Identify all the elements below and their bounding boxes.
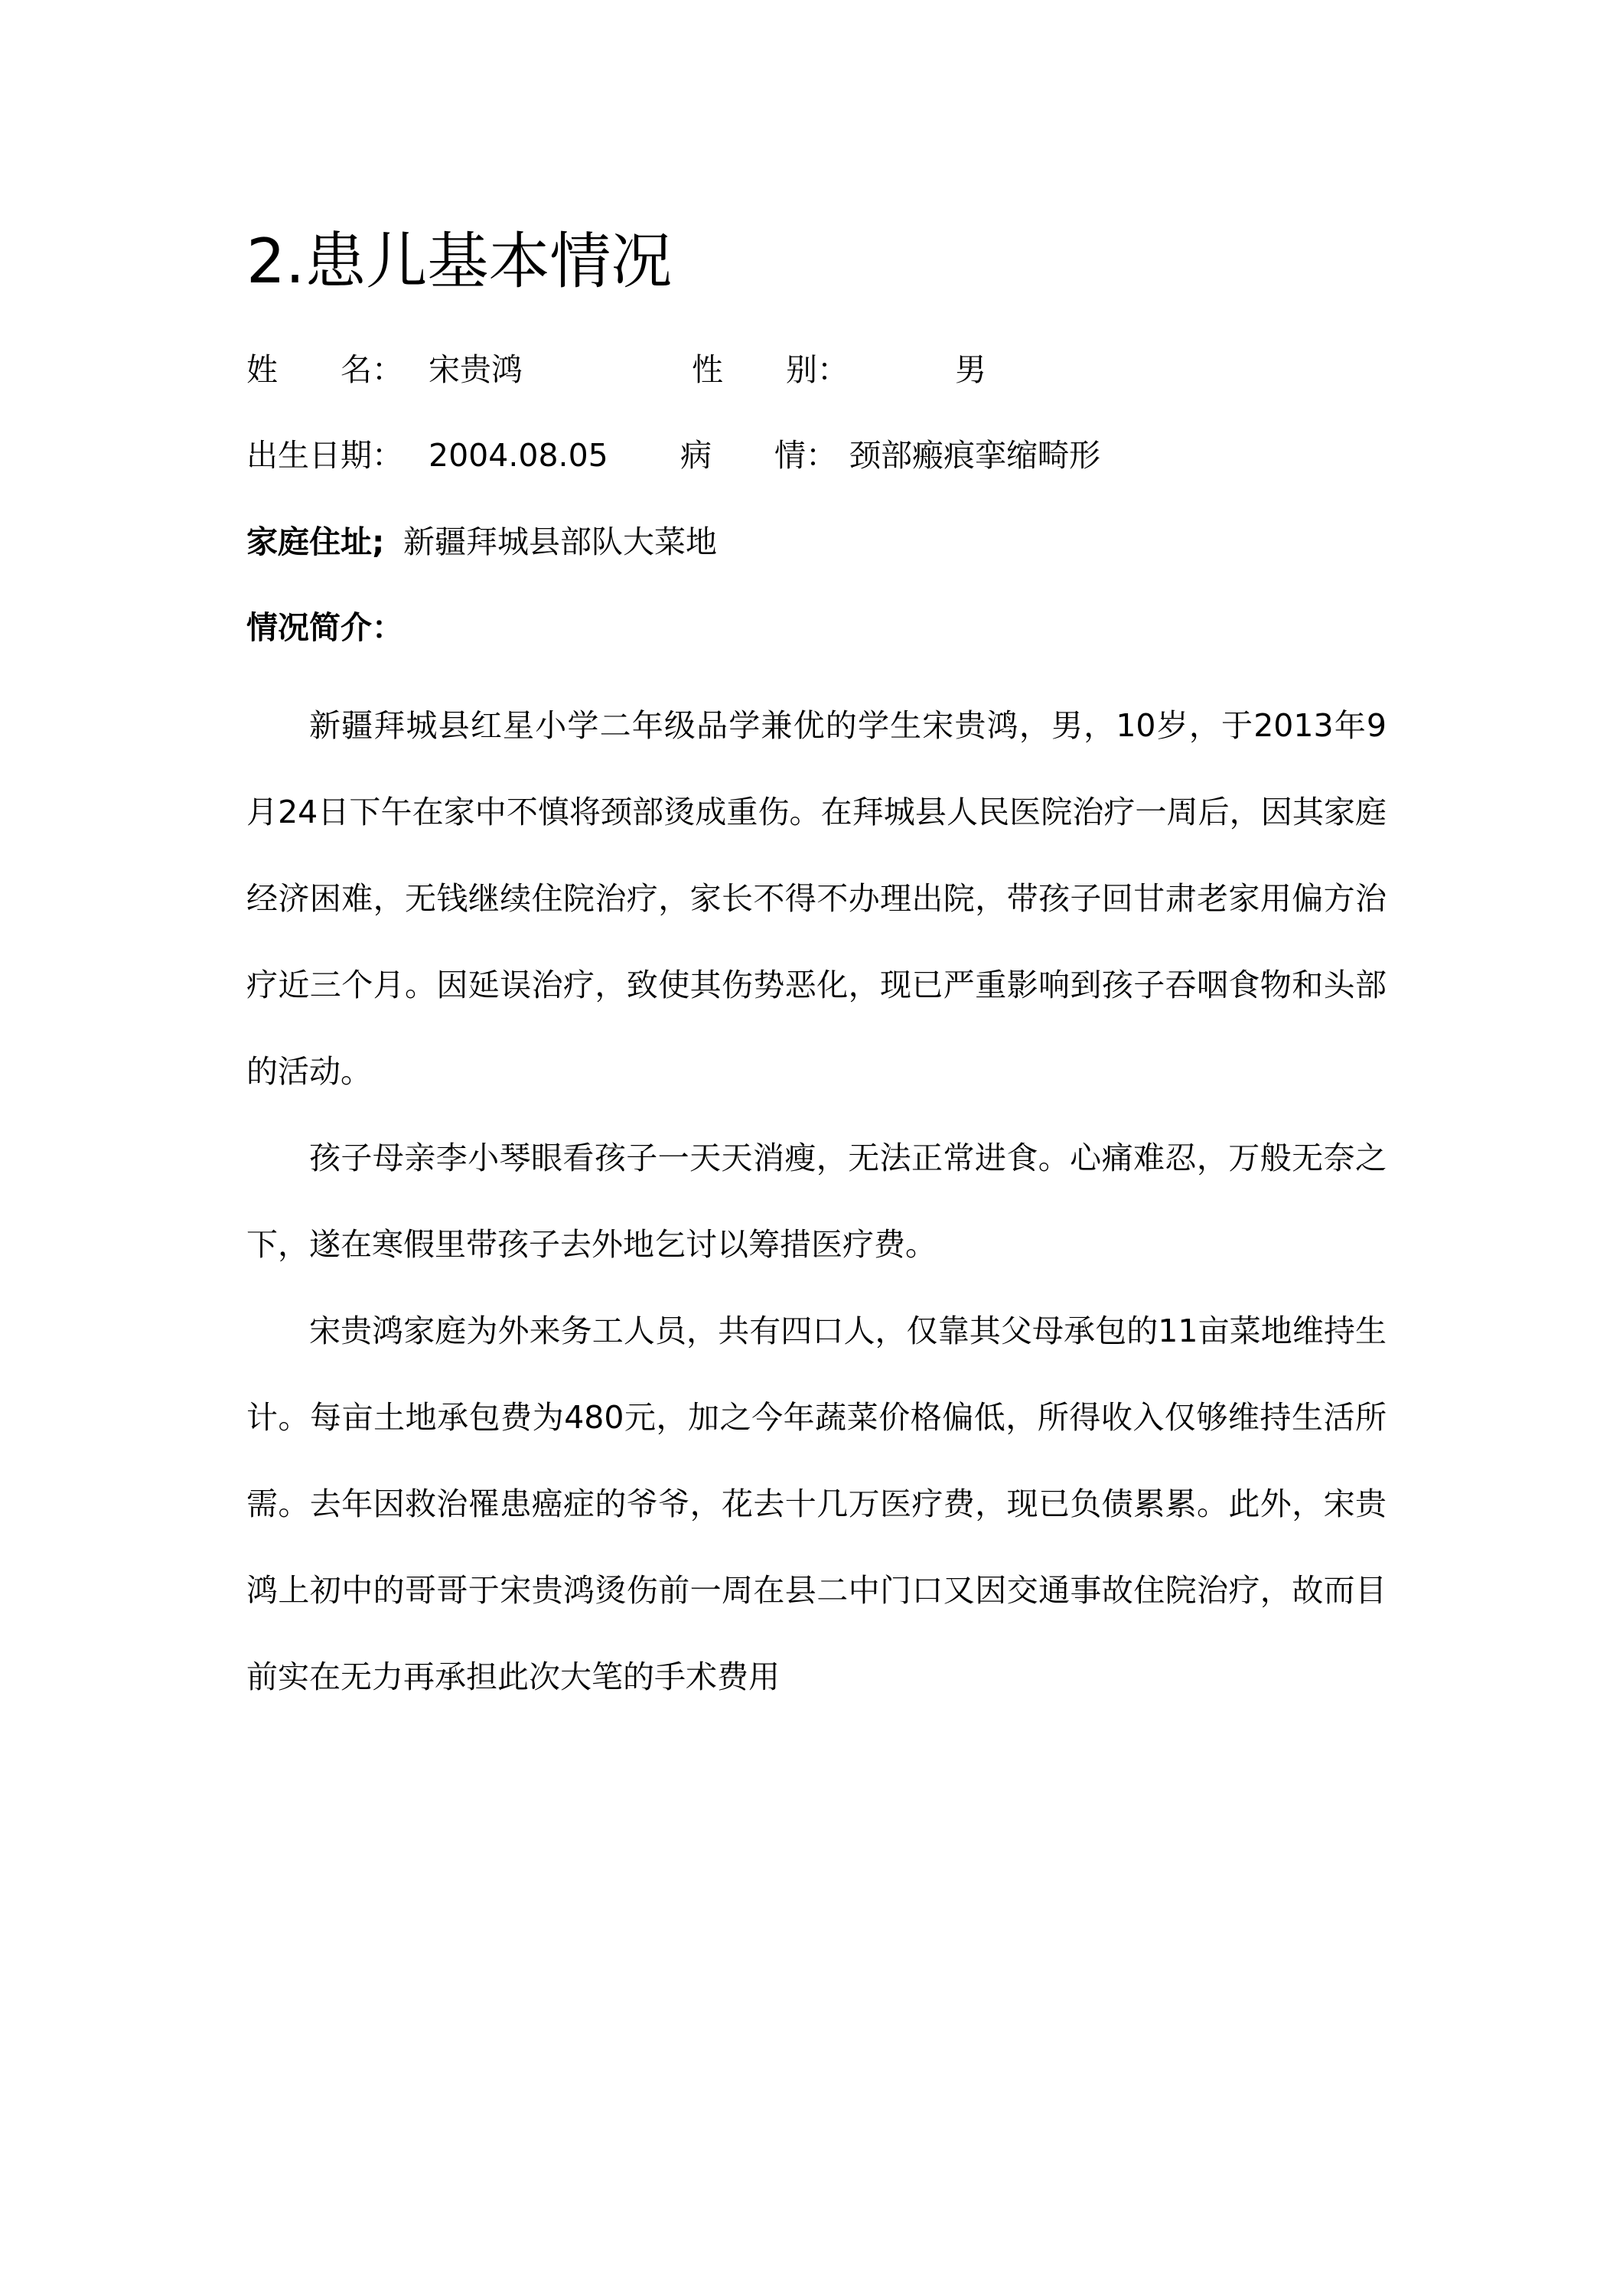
- summary-body: [246, 683, 1387, 1720]
- birth-label: 出生日期：: [246, 437, 403, 474]
- birth-value: 2004.08.05: [429, 437, 608, 474]
- gender-label: 性 别：: [692, 351, 849, 388]
- section-title: 2.患儿基本情况: [246, 226, 673, 297]
- paragraph-family: 宋贵鸿家庭为外来务工人员，共有四口人，仅靠其父母承包的11亩菜地维持生计。每亩土地承包费为480元，加之今年蔬菜价格偏低，所得收入仅够维持生活所需。去年因救治罹患癌症的爷爷，花去十几万医疗费，现已负债累累。此外，宋贵鸿上初中的哥哥于宋贵鸿烫伤前一周在县二中门口又因交通事故住院治疗，故而目前实在无力再承担此次大笔的手术费用: [246, 1313, 1387, 1695]
- paragraph-injury: 新疆拜城县红星小学二年级品学兼优的学生宋贵鸿，男，10岁，于2013年9月24日下午在家中不慎将颈部烫成重伤。在拜城县人民医院治疗一周后，因其家庭经济困难，无钱继续住院治疗，家长不得不办理出院，带孩子回甘肃老家用偏方治疗近三个月。因延误治疗，致使其伤势恶化，现已严重影响到孩子吞咽食物和头部的活动。: [246, 707, 1387, 1090]
- address-label: 家庭住址;: [246, 523, 385, 560]
- name-label: 姓 名：: [246, 351, 403, 388]
- summary-label: 情况简介：: [246, 609, 403, 646]
- condition-value: 颈部瘢痕挛缩畸形: [849, 437, 1100, 474]
- name-value: 宋贵鸿: [429, 351, 523, 388]
- paragraph-mother: 孩子母亲李小琴眼看孩子一天天消瘦，无法正常进食。心痛难忍，万般无奈之下，遂在寒假里带孩子去外地乞讨以筹措医疗费。: [246, 1140, 1387, 1263]
- address-value: 新疆拜城县部队大菜地: [403, 523, 717, 560]
- condition-label: 病 情：: [680, 437, 837, 474]
- gender-value: 男: [955, 351, 986, 388]
